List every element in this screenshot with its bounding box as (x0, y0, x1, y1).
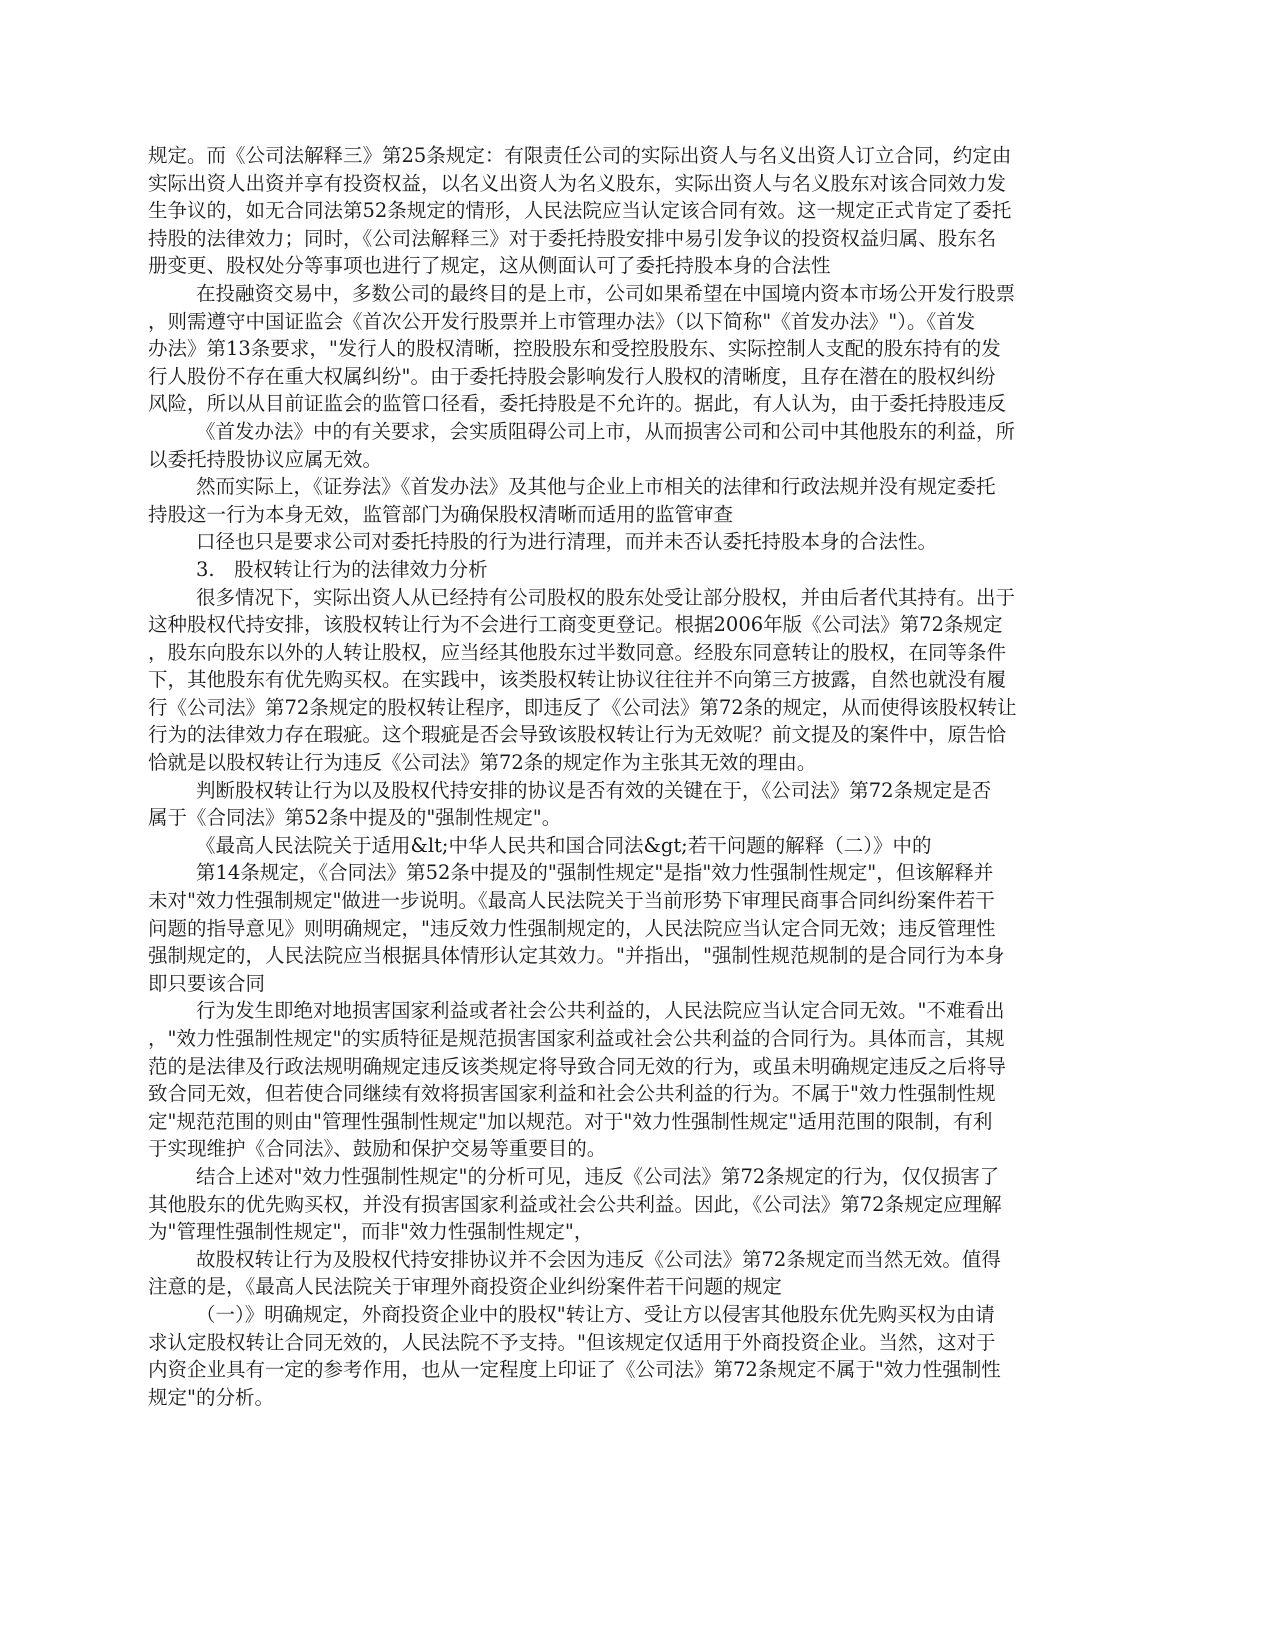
text-line: 行《公司法》第72条规定的股权转让程序，即违反了《公司法》第72条的规定，从而使得该股权转让 (148, 695, 1017, 719)
text-line: 3. 股权转让行为的法律效力分析 (196, 557, 488, 581)
text-line: 判断股权转让行为以及股权代持安排的协议是否有效的关键在于，《公司法》第72条规定是否 (196, 778, 992, 802)
text-line: 为"管理性强制性规定"，而非"效力性强制性规定"， (148, 1220, 594, 1244)
text-line: 其他股东的优先购买权，并没有损害国家利益或社会公共利益。因此，《公司法》第72条规定应理解 (148, 1192, 1002, 1216)
text-line: 持股的法律效力；同时，《公司法解释三》对于委托持股安排中易引发争议的投资权益归属、股东名 (148, 226, 997, 250)
text-line: 册变更、股权处分等事项也进行了规定，这从侧面认可了委托持股本身的合法性 (148, 254, 831, 278)
text-line: 范的是法律及行政法规明确规定违反该类规定将导致合同无效的行为，或虽未明确规定违反之后将导 (148, 1054, 1007, 1078)
text-line: 注意的是，《最高人民法院关于审理外商投资企业纠纷案件若干问题的规定 (148, 1275, 782, 1299)
text-line: 行为的法律效力存在瑕疵。这个瑕疵是否会导致该股权转让行为无效呢？前文提及的案件中，原告恰 (148, 723, 1007, 747)
text-line: 强制规定的，人民法院应当根据具体情形认定其效力。"并指出，"强制性规范规制的是合同行为本身 (148, 944, 1005, 968)
text-line: 行为发生即绝对地损害国家利益或者社会公共利益的，人民法院应当认定合同无效。"不难看出 (196, 999, 1005, 1023)
text-line: 在投融资交易中，多数公司的最终目的是上市，公司如果希望在中国境内资本市场公开发行股票 (196, 281, 1016, 305)
text-line: 口径也只是要求公司对委托持股的行为进行清理，而并未否认委托持股本身的合法性。 (196, 530, 938, 554)
text-line: （一）》明确规定，外商投资企业中的股权"转让方、受让方以侵害其他股东优先购买权为由请 (196, 1302, 995, 1326)
text-line: 未对"效力性强制规定"做进一步说明。《最高人民法院关于当前形势下审理民商事合同纠纷案件若干 (148, 889, 995, 913)
text-line: 内资企业具有一定的参考作用，也从一定程度上印证了《公司法》第72条规定不属于"效力性强制性 (148, 1358, 1001, 1382)
text-line: 即只要该合同 (148, 971, 266, 995)
text-line: 这种股权代持安排，该股权转让行为不会进行工商变更登记。根据2006年版《公司法》第72条规定 (148, 613, 1003, 637)
text-line: 问题的指导意见》则明确规定，"违反效力性强制规定的，人民法院应当认定合同无效；违反管理性 (148, 916, 996, 940)
text-line: 故股权转让行为及股权代持安排协议并不会因为违反《公司法》第72条规定而当然无效。值得 (196, 1247, 1001, 1271)
text-line: 办法》第13条要求，"发行人的股权清晰，控股股东和受控股股东、实际控制人支配的股东持有的发 (148, 337, 1001, 361)
text-line: 《最高人民法院关于适用&lt;中华人民共和国合同法&gt;若干问题的解释（二）》中的 (196, 833, 932, 857)
text-line: 恰就是以股权转让行为违反《公司法》第72条的规定作为主张其无效的理由。 (148, 751, 817, 775)
text-line: 以委托持股协议应属无效。 (148, 447, 383, 471)
text-line: ，"效力性强制性规定"的实质特征是规范损害国家利益或社会公共利益的合同行为。具体而言，其规 (148, 1027, 1005, 1050)
text-line: ，则需遵守中国证监会《首次公开发行股票并上市管理办法》（以下简称"《首发办法》"）。《首发 (148, 309, 976, 333)
document-body (148, 142, 1130, 1411)
text-line: 规定"的分析。 (148, 1385, 274, 1409)
text-line: 规定。而《公司法解释三》第25条规定：有限责任公司的实际出资人与名义出资人订立合同，约定由 (148, 144, 1012, 167)
text-line: 于实现维护《合同法》、鼓励和保护交易等重要目的。 (148, 1137, 607, 1161)
text-line: 求认定股权转让合同无效的，人民法院不予支持。"但该规定仅适用于外商投资企业。当然，这对于 (148, 1330, 996, 1354)
text-line: 定"规范范围的则由"管理性强制性规定"加以规范。对于"效力性强制性规定"适用范围的限制，有利 (148, 1109, 993, 1133)
text-line: 然而实际上，《证券法》《首发办法》及其他与企业上市相关的法律和行政法规并没有规定委托 (196, 475, 996, 499)
text-line: 生争议的，如无合同法第52条规定的情形，人民法院应当认定该合同有效。这一规定正式肯定了委托 (148, 199, 1012, 223)
text-line: 结合上述对"效力性强制性规定"的分析可见，违反《公司法》第72条规定的行为，仅仅损害了 (196, 1164, 1000, 1188)
text-line: 行人股份不存在重大权属纠纷"。由于委托持股会影响发行人股权的清晰度，且存在潜在的股权纠纷 (148, 364, 996, 388)
text-line: 下，其他股东有优先购买权。在实践中，该类股权转让协议往往并不向第三方披露，自然也就没有履 (148, 668, 1007, 692)
text-line: 持股这一行为本身无效，监管部门为确保股权清晰而适用的监管审查 (148, 502, 734, 526)
text-line: 第14条规定，《合同法》第52条中提及的"强制性规定"是指"效力性强制性规定"，但该解释并 (196, 861, 994, 885)
text-line: 实际出资人出资并享有投资权益，以名义出资人为名义股东，实际出资人与名义股东对该合同效力发 (148, 171, 1007, 195)
text-line: 《首发办法》中的有关要求，会实质阻碍公司上市，从而损害公司和公司中其他股东的利益，所 (196, 419, 1016, 443)
text-line: 很多情况下，实际出资人从已经持有公司股权的股东处受让部分股权，并由后者代其持有。出于 (196, 585, 1016, 609)
text-line: 属于《合同法》第52条中提及的"强制性规定"。 (148, 806, 562, 830)
text-line: ，股东向股东以外的人转让股权，应当经其他股东过半数同意。经股东同意转让的股权，在同等条件 (148, 640, 1007, 664)
text-line: 风险，所以从目前证监会的监管口径看，委托持股是不允许的。据此，有人认为，由于委托持股违反 (148, 392, 1007, 416)
text-line: 致合同无效，但若使合同继续有效将损害国家利益和社会公共利益的行为。不属于"效力性强制性规 (148, 1082, 996, 1106)
